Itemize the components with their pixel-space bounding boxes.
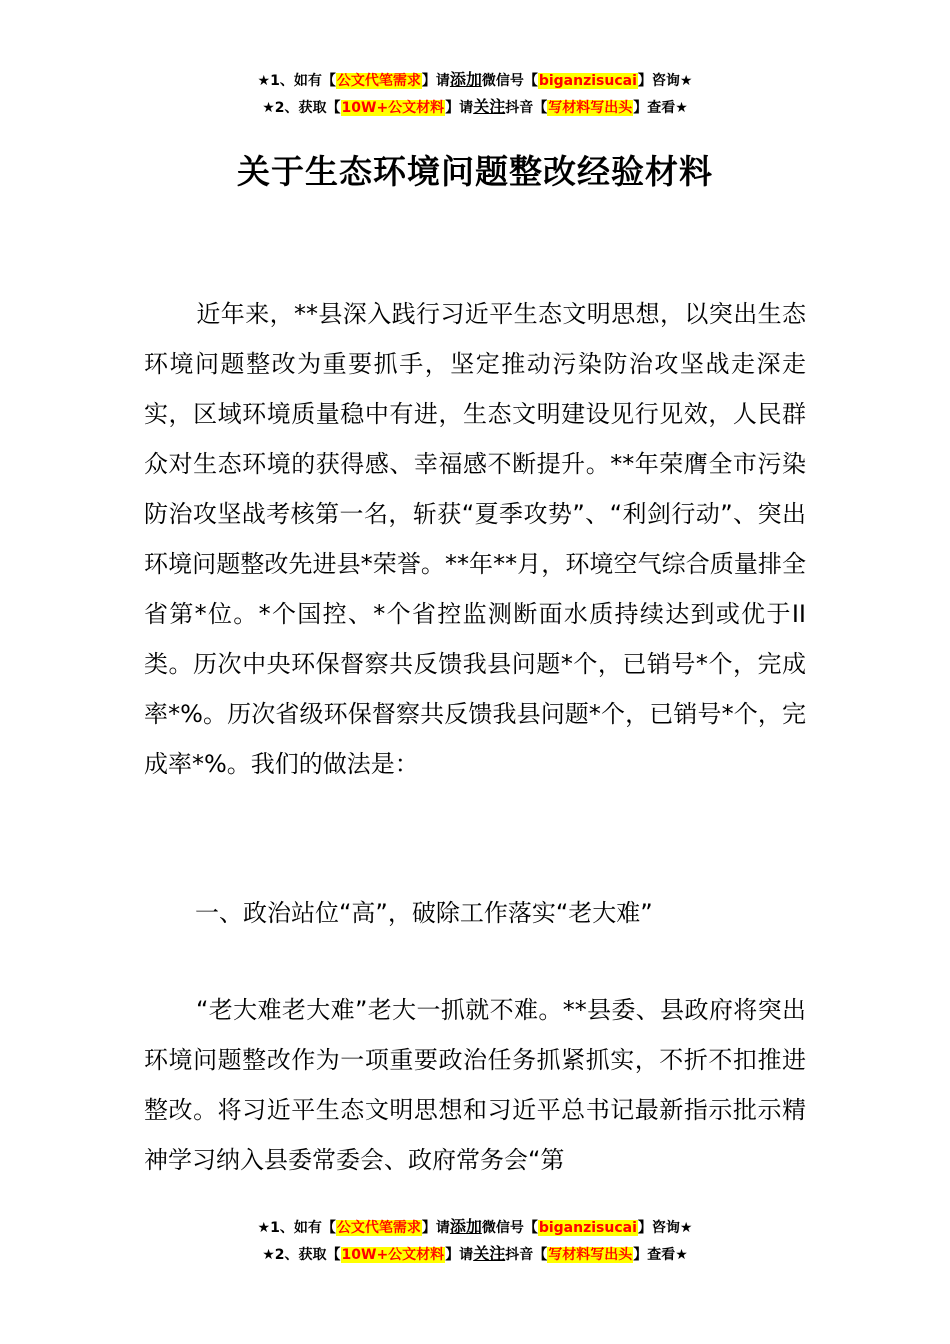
banner-line-2 [0, 94, 950, 121]
banner-highlight: biganzisucai [538, 1220, 637, 1236]
paragraph-intro [144, 289, 806, 789]
paragraph-text: 近年来，**县深入践行习近平生态文明思想，以突出生态环境问题整改为重要抓手，坚定推动污染防治攻坚战走深走实，区域环境质量稳中有进，生态文明建设见行见效，人民群众对生态环境的获得感、幸福感不断提升。**年荣膺全市污染防治攻坚战考核第一名，斩获“夏季攻势”、“利剑行动”、突出环境问题整改先进县*荣誉。**年**月，环境空气综合质量排全省第*位。*个国控、*个省控监测断面水质持续达到或优于II类。历次中央环保督察共反馈我县问题*个，已销号*个，完成率*%。历次省级环保督察共反馈我县问题*个，已销号*个，完成率*%。我们的做法是： [144, 300, 806, 778]
banner-highlight: 10W+公文材料 [341, 1247, 445, 1263]
banner-underline: 添加 [449, 1217, 482, 1236]
banner-underline: 关注 [473, 1244, 506, 1263]
header-banner [0, 67, 950, 121]
banner-highlight: 写材料写出头 [548, 100, 633, 116]
banner-text: 】请 [421, 1220, 450, 1236]
banner-text: 】查看★ [633, 100, 688, 116]
banner-highlight: 写材料写出头 [548, 1247, 633, 1263]
paragraph-section-1 [144, 985, 806, 1185]
banner-highlight: 10W+公文材料 [341, 100, 445, 116]
banner-line-1 [0, 1214, 950, 1241]
banner-text: 】请 [445, 100, 474, 116]
banner-line-1 [0, 67, 950, 94]
banner-text: 】咨询★ [637, 73, 693, 89]
banner-text: ★1、如有【 [257, 73, 336, 89]
banner-underline: 添加 [449, 70, 482, 89]
banner-underline: 关注 [473, 97, 506, 116]
banner-text: ★2、获取【 [262, 100, 341, 116]
banner-text: 】请 [445, 1247, 474, 1263]
banner-text: 微信号【 [481, 73, 538, 89]
banner-highlight: 公文代笔需求 [336, 73, 421, 89]
banner-text: ★2、获取【 [262, 1247, 341, 1263]
document-title: 关于生态环境问题整改经验材料 [237, 152, 713, 191]
banner-line-2 [0, 1241, 950, 1268]
section-heading-1: 一、政治站位“高”，破除工作落实“老大难” [195, 899, 653, 927]
banner-text: ★1、如有【 [257, 1220, 336, 1236]
banner-highlight: biganzisucai [538, 73, 637, 89]
banner-text: 微信号【 [481, 1220, 538, 1236]
banner-text: 抖音【 [505, 100, 548, 116]
banner-highlight: 公文代笔需求 [336, 1220, 421, 1236]
banner-text: 】查看★ [633, 1247, 688, 1263]
banner-text: 】请 [421, 73, 450, 89]
banner-text: 抖音【 [505, 1247, 548, 1263]
footer-banner [0, 1214, 950, 1268]
banner-text: 】咨询★ [637, 1220, 693, 1236]
paragraph-text: “老大难老大难”老大一抓就不难。**县委、县政府将突出环境问题整改作为一项重要政治任务抓紧抓实，不折不扣推进整改。将习近平生态文明思想和习近平总书记最新指示批示精神学习纳入县委常委会、政府常务会“第 [144, 996, 806, 1174]
